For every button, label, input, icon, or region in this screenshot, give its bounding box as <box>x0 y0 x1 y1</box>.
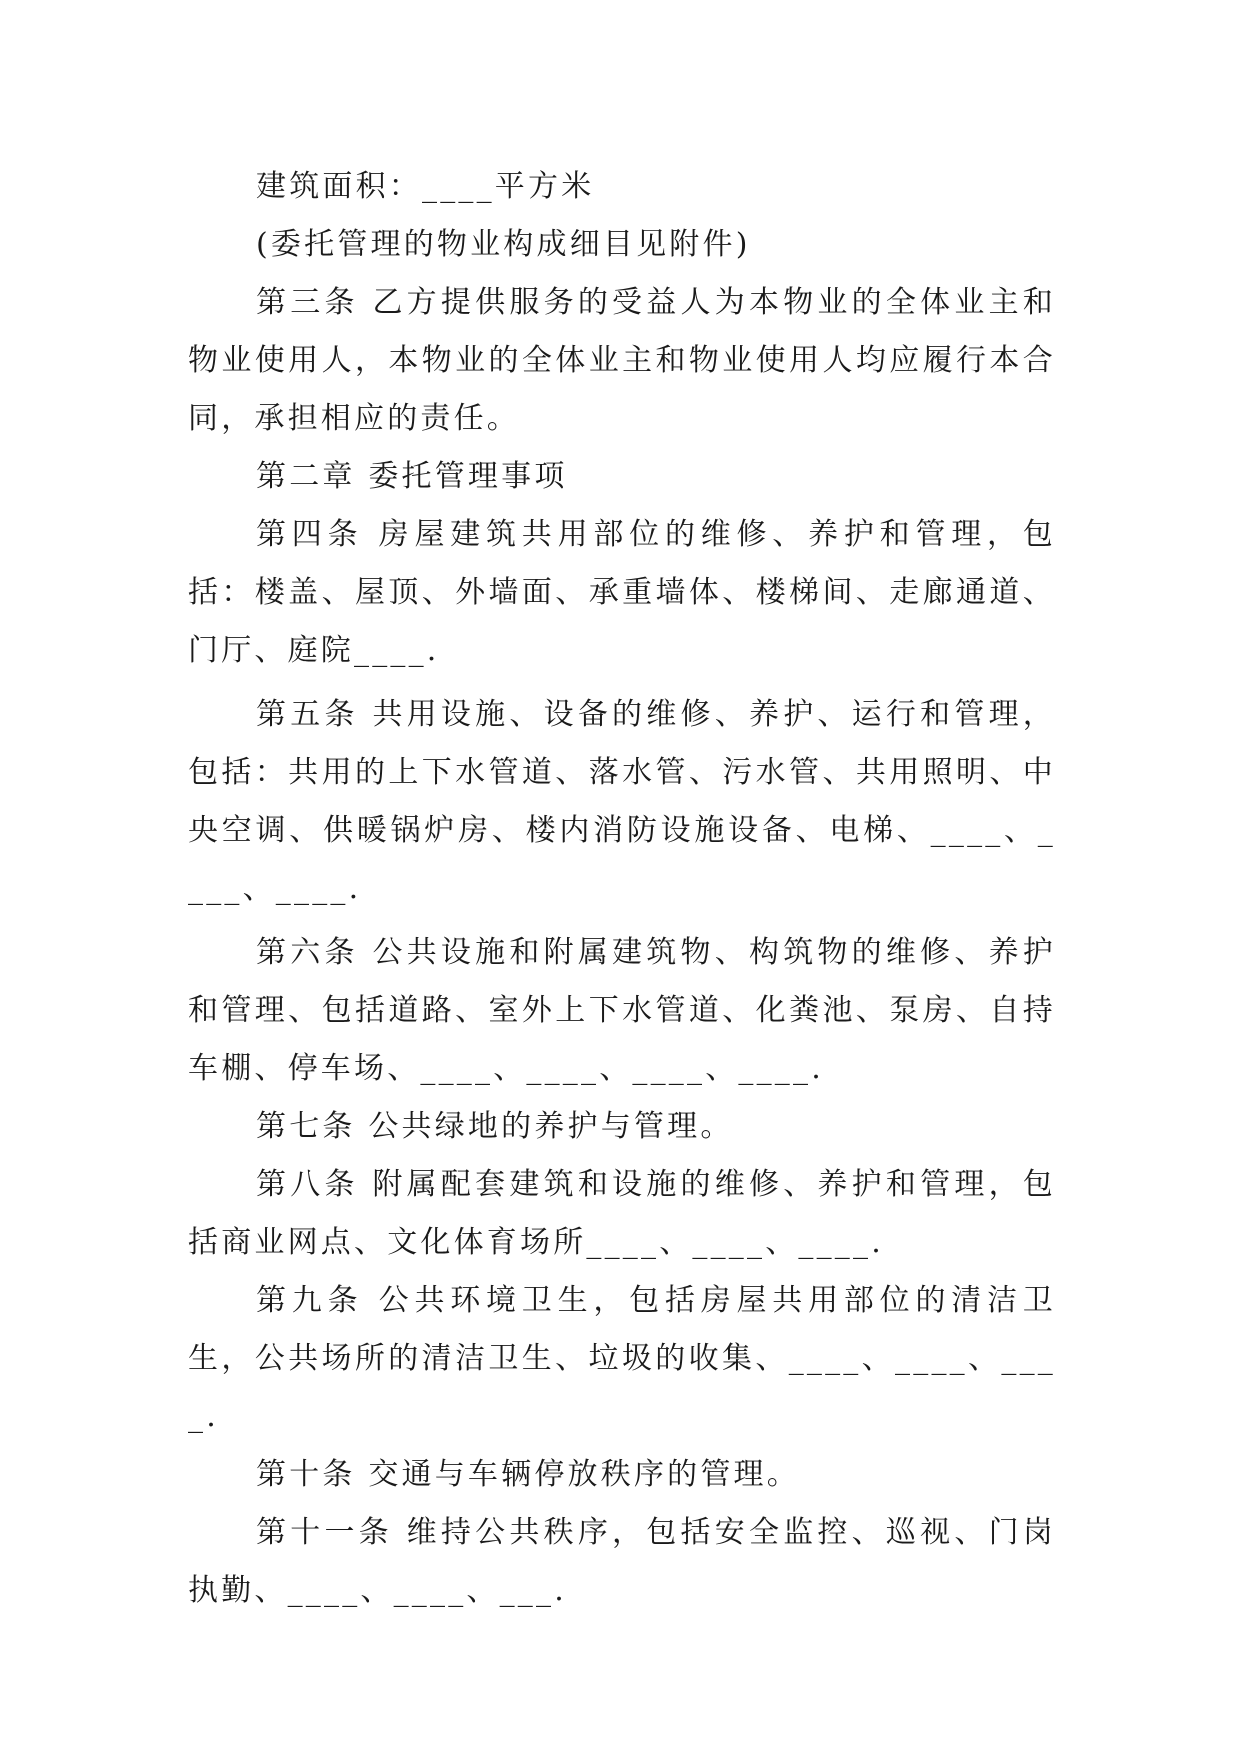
paragraph-floor-area: 建筑面积：____平方米 <box>256 169 595 204</box>
paragraph-article-10: 第十条 交通与车辆停放秩序的管理。 <box>256 1457 800 1492</box>
paragraph-attachment-note: (委托管理的物业构成细目见附件) <box>256 227 751 262</box>
paragraph-article-4: 第四条 房屋建筑共用部位的维修、养护和管理，包括：楼盖、屋顶、外墙面、承重墙体、楼梯间、走廊通道、门厅、庭院____. <box>188 517 1056 668</box>
paragraph-article-11: 第十一条 维持公共秩序，包括安全监控、巡视、门岗执勤、____、____、___. <box>188 1515 1056 1608</box>
paragraph-article-5: 第五条 共用设施、设备的维修、养护、运行和管理，包括：共用的上下水管道、落水管、污水管、共用照明、中央空调、供暖锅炉房、楼内消防设施设备、电梯、____、____、____. <box>188 697 1056 906</box>
paragraph-article-7: 第七条 公共绿地的养护与管理。 <box>256 1109 734 1144</box>
paragraph-article-3: 第三条 乙方提供服务的受益人为本物业的全体业主和物业使用人，本物业的全体业主和物业使用人均应履行本合同，承担相应的责任。 <box>188 285 1056 436</box>
paragraph-article-9: 第九条 公共环境卫生，包括房屋共用部位的清洁卫生，公共场所的清洁卫生、垃圾的收集、____、____、____. <box>188 1283 1056 1434</box>
chapter-heading-2: 第二章 委托管理事项 <box>256 459 568 494</box>
paragraph-article-8: 第八条 附属配套建筑和设施的维修、养护和管理，包括商业网点、文化体育场所____、____、____. <box>188 1167 1056 1260</box>
paragraph-article-6: 第六条 公共设施和附属建筑物、构筑物的维修、养护和管理、包括道路、室外上下水管道、化粪池、泵房、自持车棚、停车场、____、____、____、____. <box>188 935 1056 1086</box>
document-body <box>188 158 1056 1620</box>
